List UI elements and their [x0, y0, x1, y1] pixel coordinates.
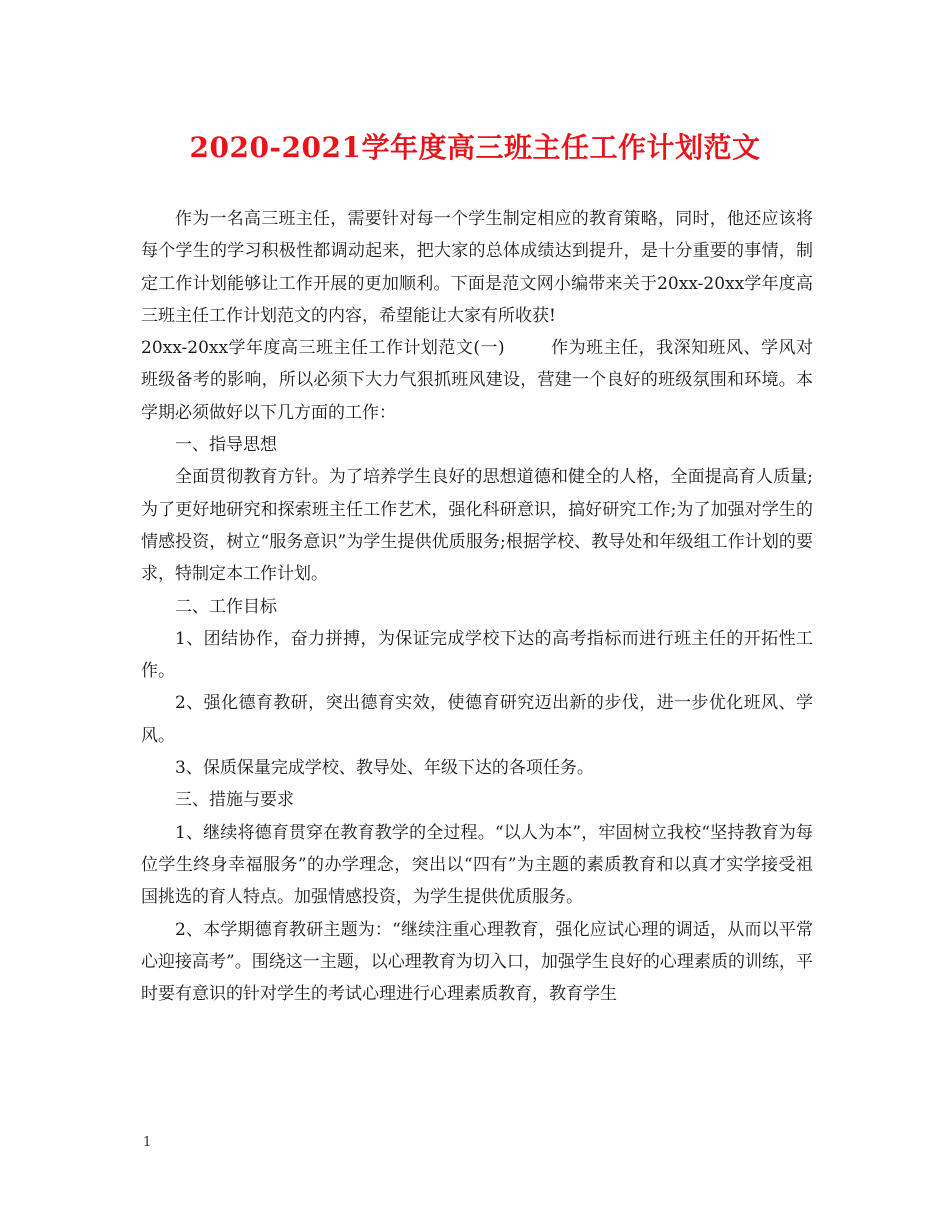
goal-item-3: 3、保质保量完成学校、教导处、年级下达的各项任务。 — [175, 758, 594, 779]
goal-item-1: 1、团结协作，奋力拼搏，为保证完成学校下达的高考指标而进行班主任的开拓性工作。 — [141, 628, 813, 682]
page-number: 1 — [143, 1135, 152, 1150]
document-title: 2020-2021学年度高三班主任工作计划范文 — [189, 131, 761, 164]
goal-item-2: 2、强化德育教研，突出德育实效，使德育研究迈出新的步伐，进一步优化班风、学风。 — [141, 693, 813, 746]
paragraph-guiding-ideology: 全面贯彻教育方针。为了培养学生良好的思想道德和健全的人格，全面提高育人质量;为了更好地研究和探索班主任工作艺术，强化科研意识，搞好研究工作;为了加强对学生的情感投资，树立“服务意识”为学生提供优质服务;根据学校、教导处和年级组工作计划的要求，特制定本工作计划。 — [141, 467, 813, 585]
measure-item-1: 1、继续将德育贯穿在教育教学的全过程。“以人为本”，牢固树立我校“坚持教育为每位学生终身幸福服务”的办学理念，突出以“四有”为主题的素质教育和以真才实学接受祖国挑选的育人特点。加强情感投资，为学生提供优质服务。 — [141, 822, 813, 908]
heading-guiding-ideology: 一、指导思想 — [175, 435, 277, 456]
intro-paragraph: 作为一名高三班主任，需要针对每一个学生制定相应的教育策略，同时，他还应该将每个学生的学习积极性都调动起来，把大家的总体成绩达到提升，是十分重要的事情，制定工作计划能够让工作开展的更加顺利。下面是范文网小编带来关于20xx-20xx学年度高三班主任工作计划范文的内容，希望能让大家有所收获! — [141, 209, 813, 326]
heading-work-goals: 二、工作目标 — [175, 596, 277, 617]
section-paragraph — [141, 332, 813, 429]
heading-measures: 三、措施与要求 — [175, 790, 294, 811]
section-intro: 作为班主任，我深知班风、学风对班级备考的影响，所以必须下大力气狠抓班风建设，营建一个良好的班级氛围和环境。本学期必须做好以下几方面的工作： — [141, 338, 814, 423]
document-body — [141, 203, 813, 1010]
measure-item-2: 2、本学期德育教研主题为：“继续注重心理教育，强化应试心理的调适，从而以平常心迎接高考”。围绕这一主题，以心理教育为切入口，加强学生良好的心理素质的训练，平时要有意识的针对学生的考试心理进行心理素质教育，教育学生 — [141, 919, 813, 1005]
section-heading: 20xx-20xx学年度高三班主任工作计划范文(一) — [141, 338, 505, 359]
